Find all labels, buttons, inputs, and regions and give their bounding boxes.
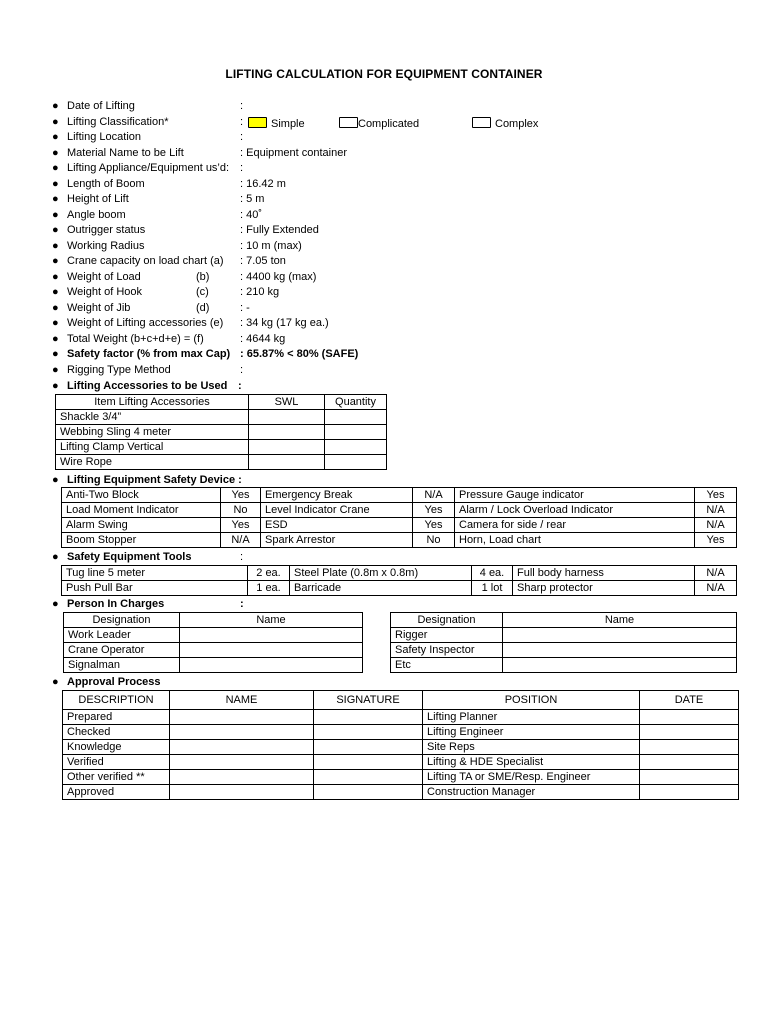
field-value-text: 4400 kg (max) (246, 271, 317, 283)
table-header-row (391, 613, 737, 628)
field-label: Length of Boom (67, 178, 145, 190)
column-header: Name (503, 613, 737, 628)
approval-heading: Approval Process (67, 676, 161, 688)
name-cell[interactable] (170, 755, 314, 770)
table-row (62, 503, 737, 518)
designation-cell: Rigger (391, 628, 503, 643)
column-header: SIGNATURE (314, 691, 423, 710)
field-value: : 40˚ (240, 209, 263, 221)
field-value: : 10 m (max) (240, 240, 302, 252)
field-value-text: 5 m (246, 193, 265, 205)
name-cell[interactable] (170, 740, 314, 755)
status-cell: Yes (413, 503, 455, 518)
table-row (64, 658, 363, 673)
field-label: Weight of Lifting accessories (e) (67, 317, 224, 329)
bullet-icon: ● (52, 255, 59, 267)
item-cell: Alarm Swing (62, 518, 221, 533)
colon: : (240, 551, 244, 563)
bullet-icon: ● (52, 209, 59, 221)
signature-cell[interactable] (314, 725, 423, 740)
table-row (391, 658, 737, 673)
description-cell: Prepared (63, 710, 170, 725)
bullet-icon: ● (52, 364, 59, 376)
safety-tools-heading: Safety Equipment Tools (67, 551, 192, 563)
status-cell: 1 ea. (248, 581, 290, 596)
designation-cell: Etc (391, 658, 503, 673)
field-label: Height of Lift (67, 193, 129, 205)
table-row (391, 628, 737, 643)
table-row (63, 740, 739, 755)
field-label: Outrigger status (67, 224, 146, 236)
name-cell[interactable] (503, 628, 737, 643)
description-cell: Verified (63, 755, 170, 770)
item-cell: Steel Plate (0.8m x 0.8m) (290, 566, 472, 581)
field-label: Lifting Location (67, 131, 141, 143)
field-ref: (b) (196, 271, 210, 283)
field-value-text: 7.05 ton (246, 255, 286, 267)
status-cell: N/A (695, 518, 737, 533)
approval-table (62, 690, 739, 800)
status-cell: N/A (695, 566, 737, 581)
field-label: Date of Lifting (67, 100, 135, 112)
bullet-icon: ● (52, 162, 59, 174)
field-value: : 16.42 m (240, 178, 286, 190)
field-label: Material Name to be Lift (67, 147, 184, 159)
field-label: Working Radius (67, 240, 145, 252)
quantity-cell[interactable] (325, 410, 387, 425)
status-cell: Yes (221, 518, 261, 533)
table-row (56, 425, 387, 440)
signature-cell[interactable] (314, 770, 423, 785)
field-value: : 5 m (240, 193, 265, 205)
safety-device-table (61, 487, 737, 548)
bullet-icon: ● (52, 271, 59, 283)
safety-device-heading: Lifting Equipment Safety Device : (67, 474, 242, 486)
field-value-text: Equipment container (246, 147, 348, 159)
status-cell: N/A (413, 488, 455, 503)
description-cell: Approved (63, 785, 170, 800)
table-row (56, 440, 387, 455)
description-cell: Knowledge (63, 740, 170, 755)
table-row (62, 533, 737, 548)
field-value-text: 4644 kg (246, 333, 286, 345)
field-value: : 210 kg (240, 286, 280, 298)
quantity-cell[interactable] (325, 425, 387, 440)
table-header-row (63, 691, 739, 710)
table-row (62, 581, 737, 596)
accessory-name: Lifting Clamp Vertical (56, 440, 249, 455)
field-value-text: 65.87% < 80% (SAFE) (246, 348, 359, 360)
quantity-cell[interactable] (325, 455, 387, 470)
field-value: : - (240, 302, 250, 314)
name-cell[interactable] (503, 643, 737, 658)
safety-tools-table (61, 565, 737, 596)
position-cell: Lifting Engineer (423, 725, 640, 740)
date-cell[interactable] (640, 755, 739, 770)
position-cell: Lifting & HDE Specialist (423, 755, 640, 770)
field-ref: (d) (196, 302, 210, 314)
swl-cell[interactable] (249, 425, 325, 440)
field-label: Total Weight (b+c+d+e) = (f) (67, 333, 204, 345)
classification-option-label: Simple (271, 118, 305, 130)
persons-heading: Person In Charges (67, 598, 165, 610)
persons-table-left (63, 612, 363, 673)
item-cell: Spark Arrestor (261, 533, 413, 548)
column-header: SWL (249, 395, 325, 410)
column-header: DESCRIPTION (63, 691, 170, 710)
field-value: : Fully Extended (240, 224, 319, 236)
column-header: NAME (170, 691, 314, 710)
status-cell: No (413, 533, 455, 548)
accessory-name: Shackle 3/4” (56, 410, 249, 425)
field-value-text: - (246, 302, 250, 314)
field-value-text: 10 m (max) (246, 240, 302, 252)
colon: : (240, 598, 244, 610)
classification-option[interactable] (339, 117, 419, 130)
table-row (56, 455, 387, 470)
document-title: LIFTING CALCULATION FOR EQUIPMENT CONTAINER (225, 67, 543, 81)
table-row (56, 410, 387, 425)
table-header-row (64, 613, 363, 628)
name-cell[interactable] (170, 785, 314, 800)
table-row (63, 770, 739, 785)
item-cell: Barricade (290, 581, 472, 596)
item-cell: Sharp protector (513, 581, 695, 596)
column-header: Item Lifting Accessories (56, 395, 249, 410)
item-cell: Load Moment Indicator (62, 503, 221, 518)
field-label: Weight of Hook (67, 286, 143, 298)
bullet-icon: ● (52, 676, 59, 688)
bullet-icon: ● (52, 317, 59, 329)
name-cell[interactable] (170, 710, 314, 725)
swl-cell[interactable] (249, 410, 325, 425)
date-cell[interactable] (640, 725, 739, 740)
bullet-icon: ● (52, 286, 59, 298)
field-value: : Equipment container (240, 147, 348, 159)
bullet-icon: ● (52, 348, 59, 360)
bullet-icon: ● (52, 224, 59, 236)
column-header: DATE (640, 691, 739, 710)
field-value: : Simple Complicated Complex (240, 116, 539, 130)
bullet-icon: ● (52, 240, 59, 252)
field-value-text: 34 kg (17 kg ea.) (246, 317, 329, 329)
column-header: Designation (391, 613, 503, 628)
name-cell[interactable] (180, 628, 363, 643)
field-value-text: 16.42 m (246, 178, 286, 190)
bullet-icon: ● (52, 193, 59, 205)
item-cell: Boom Stopper (62, 533, 221, 548)
date-cell[interactable] (640, 770, 739, 785)
bullet-icon: ● (52, 474, 59, 486)
date-cell[interactable] (640, 710, 739, 725)
description-cell: Checked (63, 725, 170, 740)
name-cell[interactable] (503, 658, 737, 673)
status-cell: 2 ea. (248, 566, 290, 581)
description-cell: Other verified ** (63, 770, 170, 785)
field-label: Safety factor (% from max Cap) (67, 348, 231, 360)
field-value-text: Fully Extended (246, 224, 319, 236)
table-row (62, 518, 737, 533)
table-row (63, 785, 739, 800)
field-value: : 34 kg (17 kg ea.) (240, 317, 329, 329)
table-header-row (56, 395, 387, 410)
field-label: Angle boom (67, 209, 126, 221)
field-value: : 7.05 ton (240, 255, 286, 267)
accessories-table (55, 394, 387, 470)
signature-cell[interactable] (314, 710, 423, 725)
colon: : (238, 380, 242, 392)
swl-cell[interactable] (249, 455, 325, 470)
field-value: : 65.87% < 80% (SAFE) (240, 348, 359, 360)
status-cell: Yes (695, 488, 737, 503)
status-cell: N/A (695, 503, 737, 518)
table-row (63, 725, 739, 740)
field-value: : (240, 131, 244, 143)
accessories-heading: Lifting Accessories to be Used (67, 380, 228, 392)
table-row (391, 643, 737, 658)
position-cell: Construction Manager (423, 785, 640, 800)
status-cell: N/A (695, 581, 737, 596)
classification-option-label: Complicated (358, 118, 420, 130)
field-value: : 4400 kg (max) (240, 271, 317, 283)
name-cell[interactable] (170, 770, 314, 785)
accessory-name: Wire Rope (56, 455, 249, 470)
signature-cell[interactable] (314, 755, 423, 770)
status-cell: Yes (221, 488, 261, 503)
field-label: Rigging Type Method (67, 364, 171, 376)
classification-checkbox[interactable] (248, 117, 267, 128)
table-row (63, 755, 739, 770)
bullet-icon: ● (52, 131, 59, 143)
column-header: Designation (64, 613, 180, 628)
field-value: : (240, 364, 244, 376)
field-value: : (240, 100, 244, 112)
item-cell: Level Indicator Crane (261, 503, 413, 518)
name-cell[interactable] (170, 725, 314, 740)
field-label: Crane capacity on load chart (a) (67, 255, 224, 267)
table-row (62, 566, 737, 581)
bullet-icon: ● (52, 100, 59, 112)
bullet-icon: ● (52, 178, 59, 190)
item-cell: Horn, Load chart (455, 533, 695, 548)
status-cell: No (221, 503, 261, 518)
field-label: Weight of Jib (67, 302, 131, 314)
item-cell: Emergency Break (261, 488, 413, 503)
bullet-icon: ● (52, 302, 59, 314)
name-cell[interactable] (180, 643, 363, 658)
bullet-icon: ● (52, 598, 59, 610)
signature-cell[interactable] (314, 785, 423, 800)
item-cell: ESD (261, 518, 413, 533)
table-row (63, 710, 739, 725)
bullet-icon: ● (52, 380, 59, 392)
status-cell: 1 lot (472, 581, 513, 596)
designation-cell: Work Leader (64, 628, 180, 643)
item-cell: Alarm / Lock Overload Indicator (455, 503, 695, 518)
classification-checkbox[interactable] (339, 117, 358, 128)
field-value: : 4644 kg (240, 333, 286, 345)
designation-cell: Safety Inspector (391, 643, 503, 658)
designation-cell: Signalman (64, 658, 180, 673)
name-cell[interactable] (180, 658, 363, 673)
field-label: Lifting Classification* (67, 116, 169, 128)
column-header: Name (180, 613, 363, 628)
status-cell: Yes (695, 533, 737, 548)
field-ref: (c) (196, 286, 209, 298)
field-value-text: 40˚ (246, 209, 263, 221)
field-label: Weight of Load (67, 271, 141, 283)
classification-option[interactable] (248, 117, 305, 130)
accessory-name: Webbing Sling 4 meter (56, 425, 249, 440)
item-cell: Camera for side / rear (455, 518, 695, 533)
item-cell: Push Pull Bar (62, 581, 248, 596)
column-header: POSITION (423, 691, 640, 710)
field-label: Lifting Appliance/Equipment us’d: (67, 162, 230, 174)
bullet-icon: ● (52, 333, 59, 345)
status-cell: 4 ea. (472, 566, 513, 581)
swl-cell[interactable] (249, 440, 325, 455)
signature-cell[interactable] (314, 740, 423, 755)
classification-checkbox[interactable] (472, 117, 491, 128)
item-cell: Tug line 5 meter (62, 566, 248, 581)
date-cell[interactable] (640, 740, 739, 755)
quantity-cell[interactable] (325, 440, 387, 455)
position-cell: Lifting TA or SME/Resp. Engineer (423, 770, 640, 785)
item-cell: Full body harness (513, 566, 695, 581)
status-cell: N/A (221, 533, 261, 548)
position-cell: Site Reps (423, 740, 640, 755)
classification-option[interactable] (472, 117, 538, 130)
table-row (62, 488, 737, 503)
table-row (64, 643, 363, 658)
persons-table-right (390, 612, 737, 673)
item-cell: Anti-Two Block (62, 488, 221, 503)
bullet-icon: ● (52, 116, 59, 128)
item-cell: Pressure Gauge indicator (455, 488, 695, 503)
field-value-text: 210 kg (246, 286, 280, 298)
table-row (64, 628, 363, 643)
position-cell: Lifting Planner (423, 710, 640, 725)
status-cell: Yes (413, 518, 455, 533)
column-header: Quantity (325, 395, 387, 410)
date-cell[interactable] (640, 785, 739, 800)
bullet-icon: ● (52, 147, 59, 159)
bullet-icon: ● (52, 551, 59, 563)
designation-cell: Crane Operator (64, 643, 180, 658)
classification-option-label: Complex (495, 118, 539, 130)
field-value: : (240, 162, 244, 174)
